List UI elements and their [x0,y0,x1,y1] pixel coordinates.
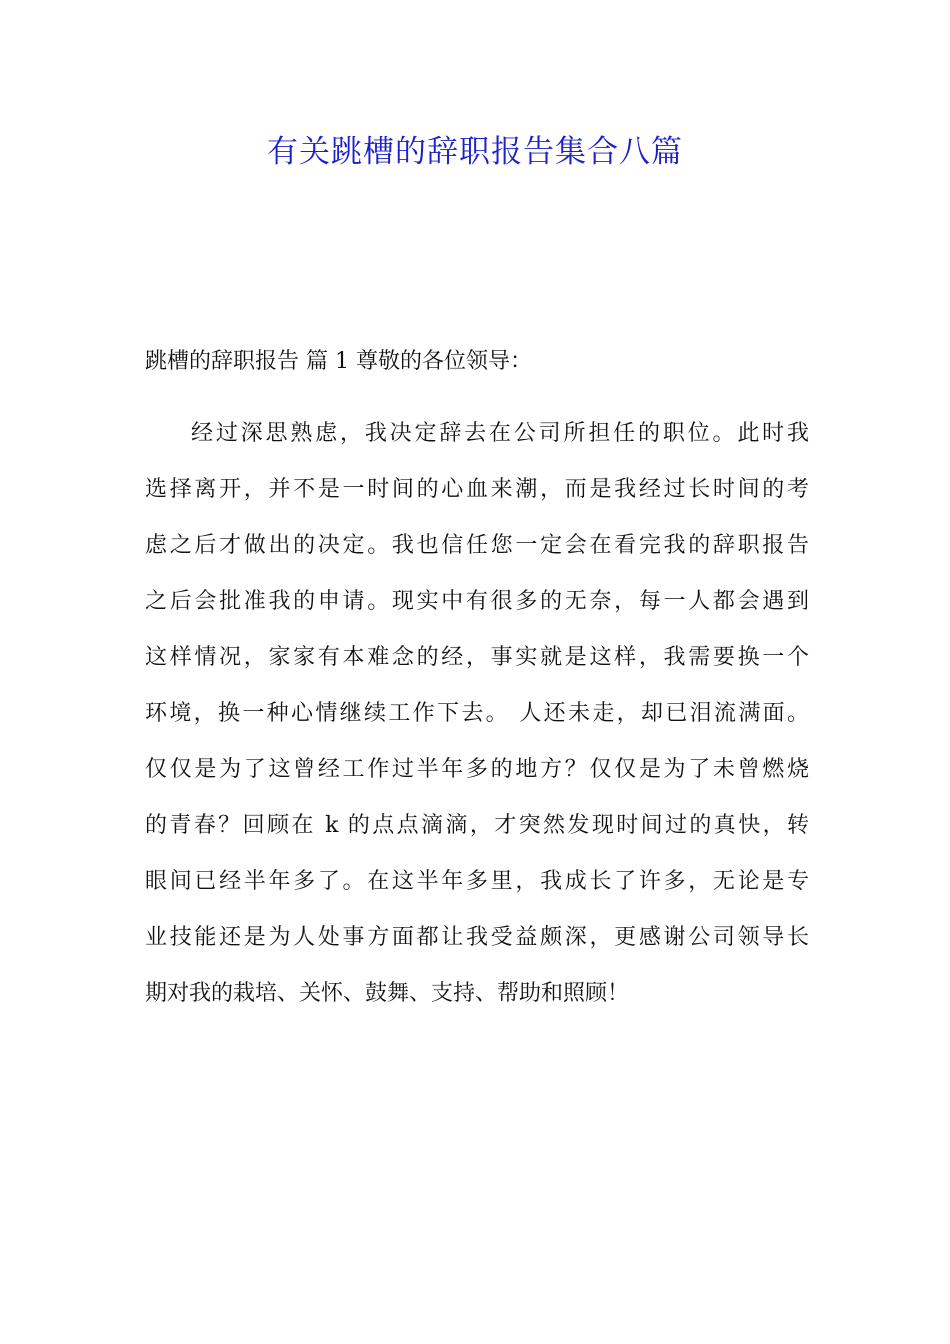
paragraph-gap [145,390,809,406]
document-title: 有关跳槽的辞职报告集合八篇 [267,134,683,170]
text-line-12: 期对我的栽培、关怀、鼓舞、支持、帮助和照顾！ [145,981,630,1006]
text-line-6: 这样情况，家家有本难念的经，事实就是这样，我需要换一个 [145,645,809,670]
document-body [145,334,809,1022]
text-line-11: 业技能还是为人处事方面都让我受益颇深，更感谢公司领导长 [145,925,809,950]
text-line-10: 眼间已经半年多了。在这半年多里，我成长了许多，无论是专 [145,869,809,894]
text-line-9: 的青春？回顾在 k 的点点滴滴，才突然发现时间过的真快，转 [145,813,809,838]
text-line-1: 跳槽的辞职报告 篇 1 尊敬的各位领导： [145,349,532,374]
text-line-5: 之后会批准我的申请。现实中有很多的无奈，每一人都会遇到 [145,589,809,614]
text-line-4: 虑之后才做出的决定。我也信任您一定会在看完我的辞职报告 [145,533,809,558]
text-line-2: 经过深思熟虑，我决定辞去在公司所担任的职位。此时我 [191,421,809,446]
text-line-8: 仅仅是为了这曾经工作过半年多的地方？仅仅是为了未曾燃烧 [145,757,809,782]
text-line-3: 选择离开，并不是一时间的心血来潮，而是我经过长时间的考 [145,477,809,502]
text-line-7: 环境，换一种心情继续工作下去。 人还未走，却已泪流满面。 [145,701,809,726]
